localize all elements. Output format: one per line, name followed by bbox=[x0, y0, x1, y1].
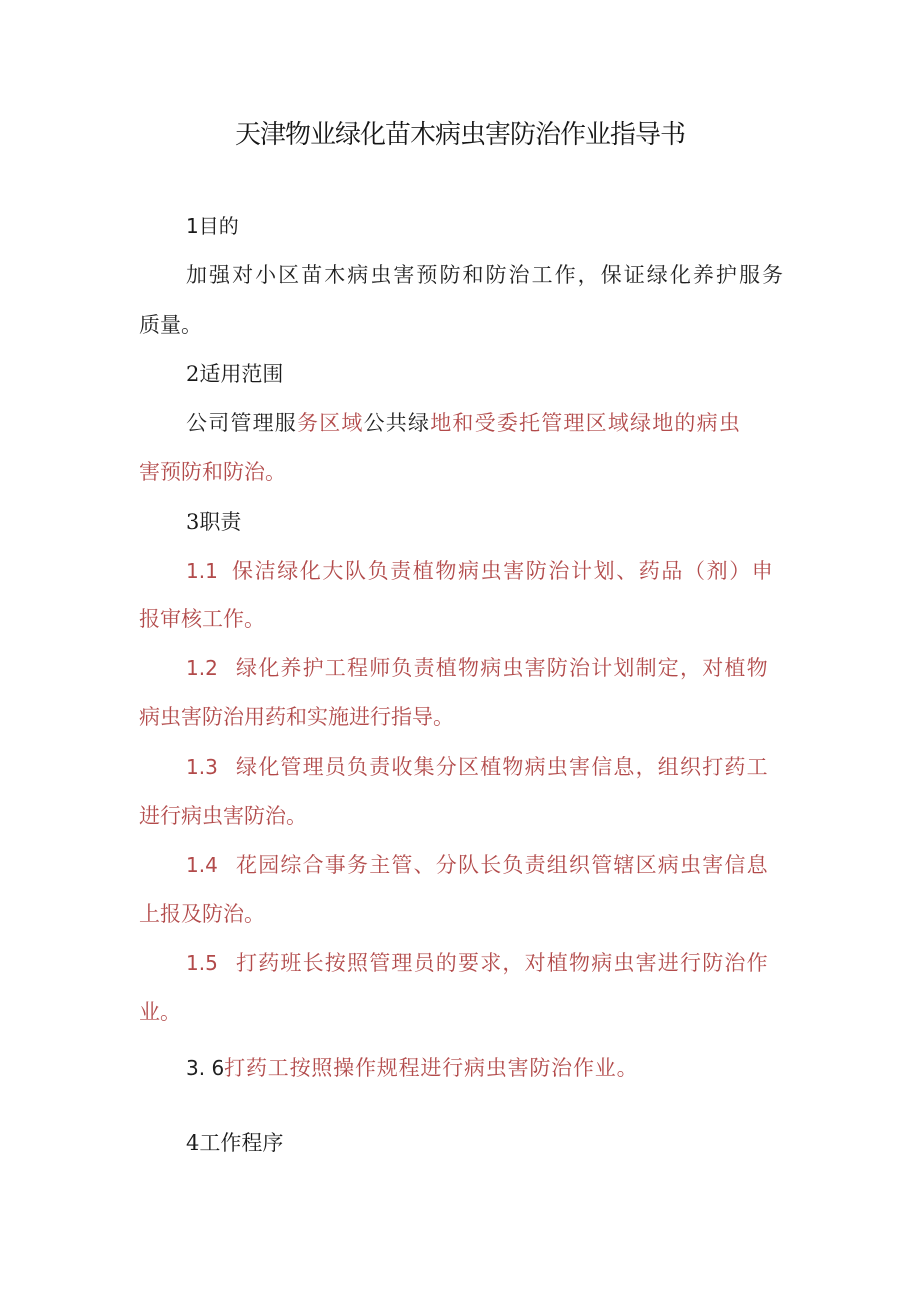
duty-item-5-number: 1.5 bbox=[186, 951, 218, 975]
duty-item-5-line-1 bbox=[186, 949, 783, 977]
purpose-body-line-2: 质量。 bbox=[139, 313, 202, 337]
section-heading-scope bbox=[186, 360, 283, 388]
duty-item-1-text: 保洁绿化大队负责植物病虫害防治计划、药品（剂）申 bbox=[232, 559, 775, 583]
purpose-heading-text: 1目的 bbox=[186, 214, 239, 238]
duty-item-2-text: 绿化养护工程师负责植物病虫害防治计划制定，对植物 bbox=[236, 656, 769, 680]
duty-item-4-text: 花园综合事务主管、分队长负责组织管辖区病虫害信息 bbox=[236, 853, 769, 877]
duty-item-2-number: 1.2 bbox=[186, 656, 218, 680]
duty-item-1-line-2: 报审核工作。 bbox=[139, 607, 265, 631]
section-heading-duties bbox=[186, 508, 241, 536]
duty-item-5-text: 打药班长按照管理员的要求，对植物病虫害进行防治作 bbox=[236, 951, 769, 975]
section-heading-purpose bbox=[186, 212, 239, 240]
scope-text-black-a: 公司管理服 bbox=[186, 411, 297, 435]
duty-item-2-line-2: 病虫害防治用药和实施进行指导。 bbox=[139, 705, 454, 729]
duty-item-3-text: 绿化管理员负责收集分区植物病虫害信息，组织打药工 bbox=[236, 755, 769, 779]
duty-item-6-line bbox=[186, 1054, 638, 1082]
duty-item-4-number: 1.4 bbox=[186, 853, 218, 877]
scope-body-line-1 bbox=[186, 409, 783, 437]
duty-item-3-line-1 bbox=[186, 753, 783, 781]
scope-body-line-2: 害预防和防治。 bbox=[139, 460, 286, 484]
purpose-body-line-1: 加强对小区苗木病虫害预防和防治工作，保证绿化养护服务 bbox=[186, 263, 783, 287]
duty-item-1-number: 1.1 bbox=[186, 559, 218, 583]
duties-heading-text: 3职责 bbox=[186, 510, 242, 534]
scope-text-red-a: 务区域 bbox=[297, 411, 364, 435]
scope-text-red-b: 地和受委托管理区域绿地的病虫 bbox=[430, 411, 742, 435]
document-title: 天津物业绿化苗木病虫害防治作业指导书 bbox=[234, 120, 685, 150]
scope-text-black-b: 公共绿 bbox=[363, 411, 431, 435]
scope-heading-text: 2适用范围 bbox=[186, 362, 284, 386]
section-heading-procedure bbox=[186, 1129, 283, 1157]
duty-item-4-line-2: 上报及防治。 bbox=[139, 902, 265, 926]
duty-item-2-line-1 bbox=[186, 654, 783, 682]
duty-item-6-number: 3. 6 bbox=[186, 1056, 225, 1080]
duty-item-1-line-1 bbox=[186, 557, 783, 585]
procedure-heading-text: 4工作程序 bbox=[186, 1131, 284, 1155]
duty-item-4-line-1 bbox=[186, 851, 783, 879]
duty-item-5-line-2: 业。 bbox=[139, 1000, 181, 1024]
duty-item-3-line-2: 进行病虫害防治。 bbox=[139, 804, 307, 828]
duty-item-3-number: 1.3 bbox=[186, 755, 218, 779]
duty-item-6-text: 打药工按照操作规程进行病虫害防治作业。 bbox=[224, 1056, 639, 1080]
